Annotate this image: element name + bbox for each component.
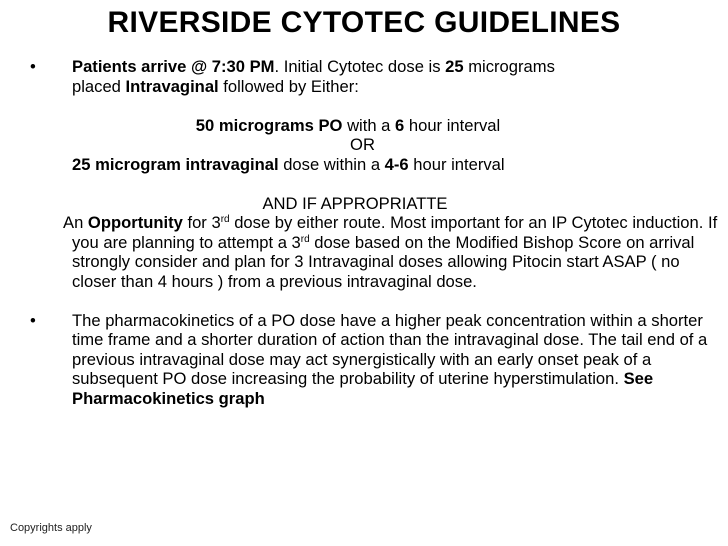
- option-iv-hours: 4-6: [384, 154, 409, 174]
- bullet-patients-arrival: [30, 57, 720, 96]
- option-po: [0, 116, 720, 136]
- slide-body: [30, 57, 720, 408]
- text: with a: [342, 115, 396, 135]
- and-if-label: AND IF APPROPRIATTE: [262, 193, 448, 213]
- option-iv-dose: 25 microgram intravaginal: [72, 154, 279, 174]
- superscript: rd: [300, 233, 310, 245]
- pharmacokinetics-text: The pharmacokinetics of a PO dose have a higher peak concentration within a shorter time frame and a shorter duration of action than the intravaginal dose. The tail end of a previous intravaginal dose may act synergistically with an early onset peak of a subsequent PO dose increasing the probability of uterine hyperstimulation.: [72, 310, 708, 388]
- text: for 3: [182, 213, 221, 232]
- superscript: rd: [220, 214, 230, 225]
- option-po-hours: 6: [395, 115, 405, 135]
- text: followed by Either:: [218, 76, 359, 96]
- option-po-dose: 50 micrograms PO: [195, 115, 343, 135]
- or-label: OR: [350, 135, 375, 154]
- spacer: [30, 291, 720, 311]
- text: hour interval: [408, 154, 505, 174]
- text: dose within a: [278, 154, 385, 174]
- initial-dose-value: 25: [445, 57, 464, 76]
- opportunity-paragraph: [30, 213, 720, 291]
- arrival-time: Patients arrive @ 7:30 PM: [72, 57, 275, 76]
- text: dose by either route. Most important for an IP Cytotec induction. If you are planning to attempt a 3: [72, 213, 718, 252]
- spacer: [30, 96, 720, 116]
- copyright-notice: Copyrights apply: [10, 522, 92, 534]
- text: placed: [72, 76, 126, 96]
- bullet1-line1: [72, 57, 720, 77]
- see-graph-reference: See Pharmacokinetics graph: [72, 369, 654, 408]
- bullet1-line2: [72, 77, 720, 97]
- text: hour interval: [404, 115, 501, 135]
- bullet-icon: •: [30, 310, 36, 330]
- bullet-icon: •: [30, 57, 36, 76]
- text: micrograms: [463, 57, 555, 76]
- option-intravaginal: [30, 155, 720, 175]
- bullet-pharmacokinetics: [30, 311, 720, 409]
- route-intravaginal: Intravaginal: [125, 76, 219, 96]
- text: An: [63, 213, 88, 232]
- opportunity-word: Opportunity: [87, 213, 183, 232]
- slide-title: RIVERSIDE CYTOTEC GUIDELINES: [107, 6, 621, 39]
- spacer: [30, 174, 720, 194]
- text: . Initial Cytotec dose is: [274, 57, 446, 76]
- text: dose based on the Modified Bishop Score on arrival strongly consider and plan for 3 Intravaginal doses allowing Pitocin start ASAP ( no closer than 4 hours ) from a previous intravaginal dose.: [72, 232, 695, 291]
